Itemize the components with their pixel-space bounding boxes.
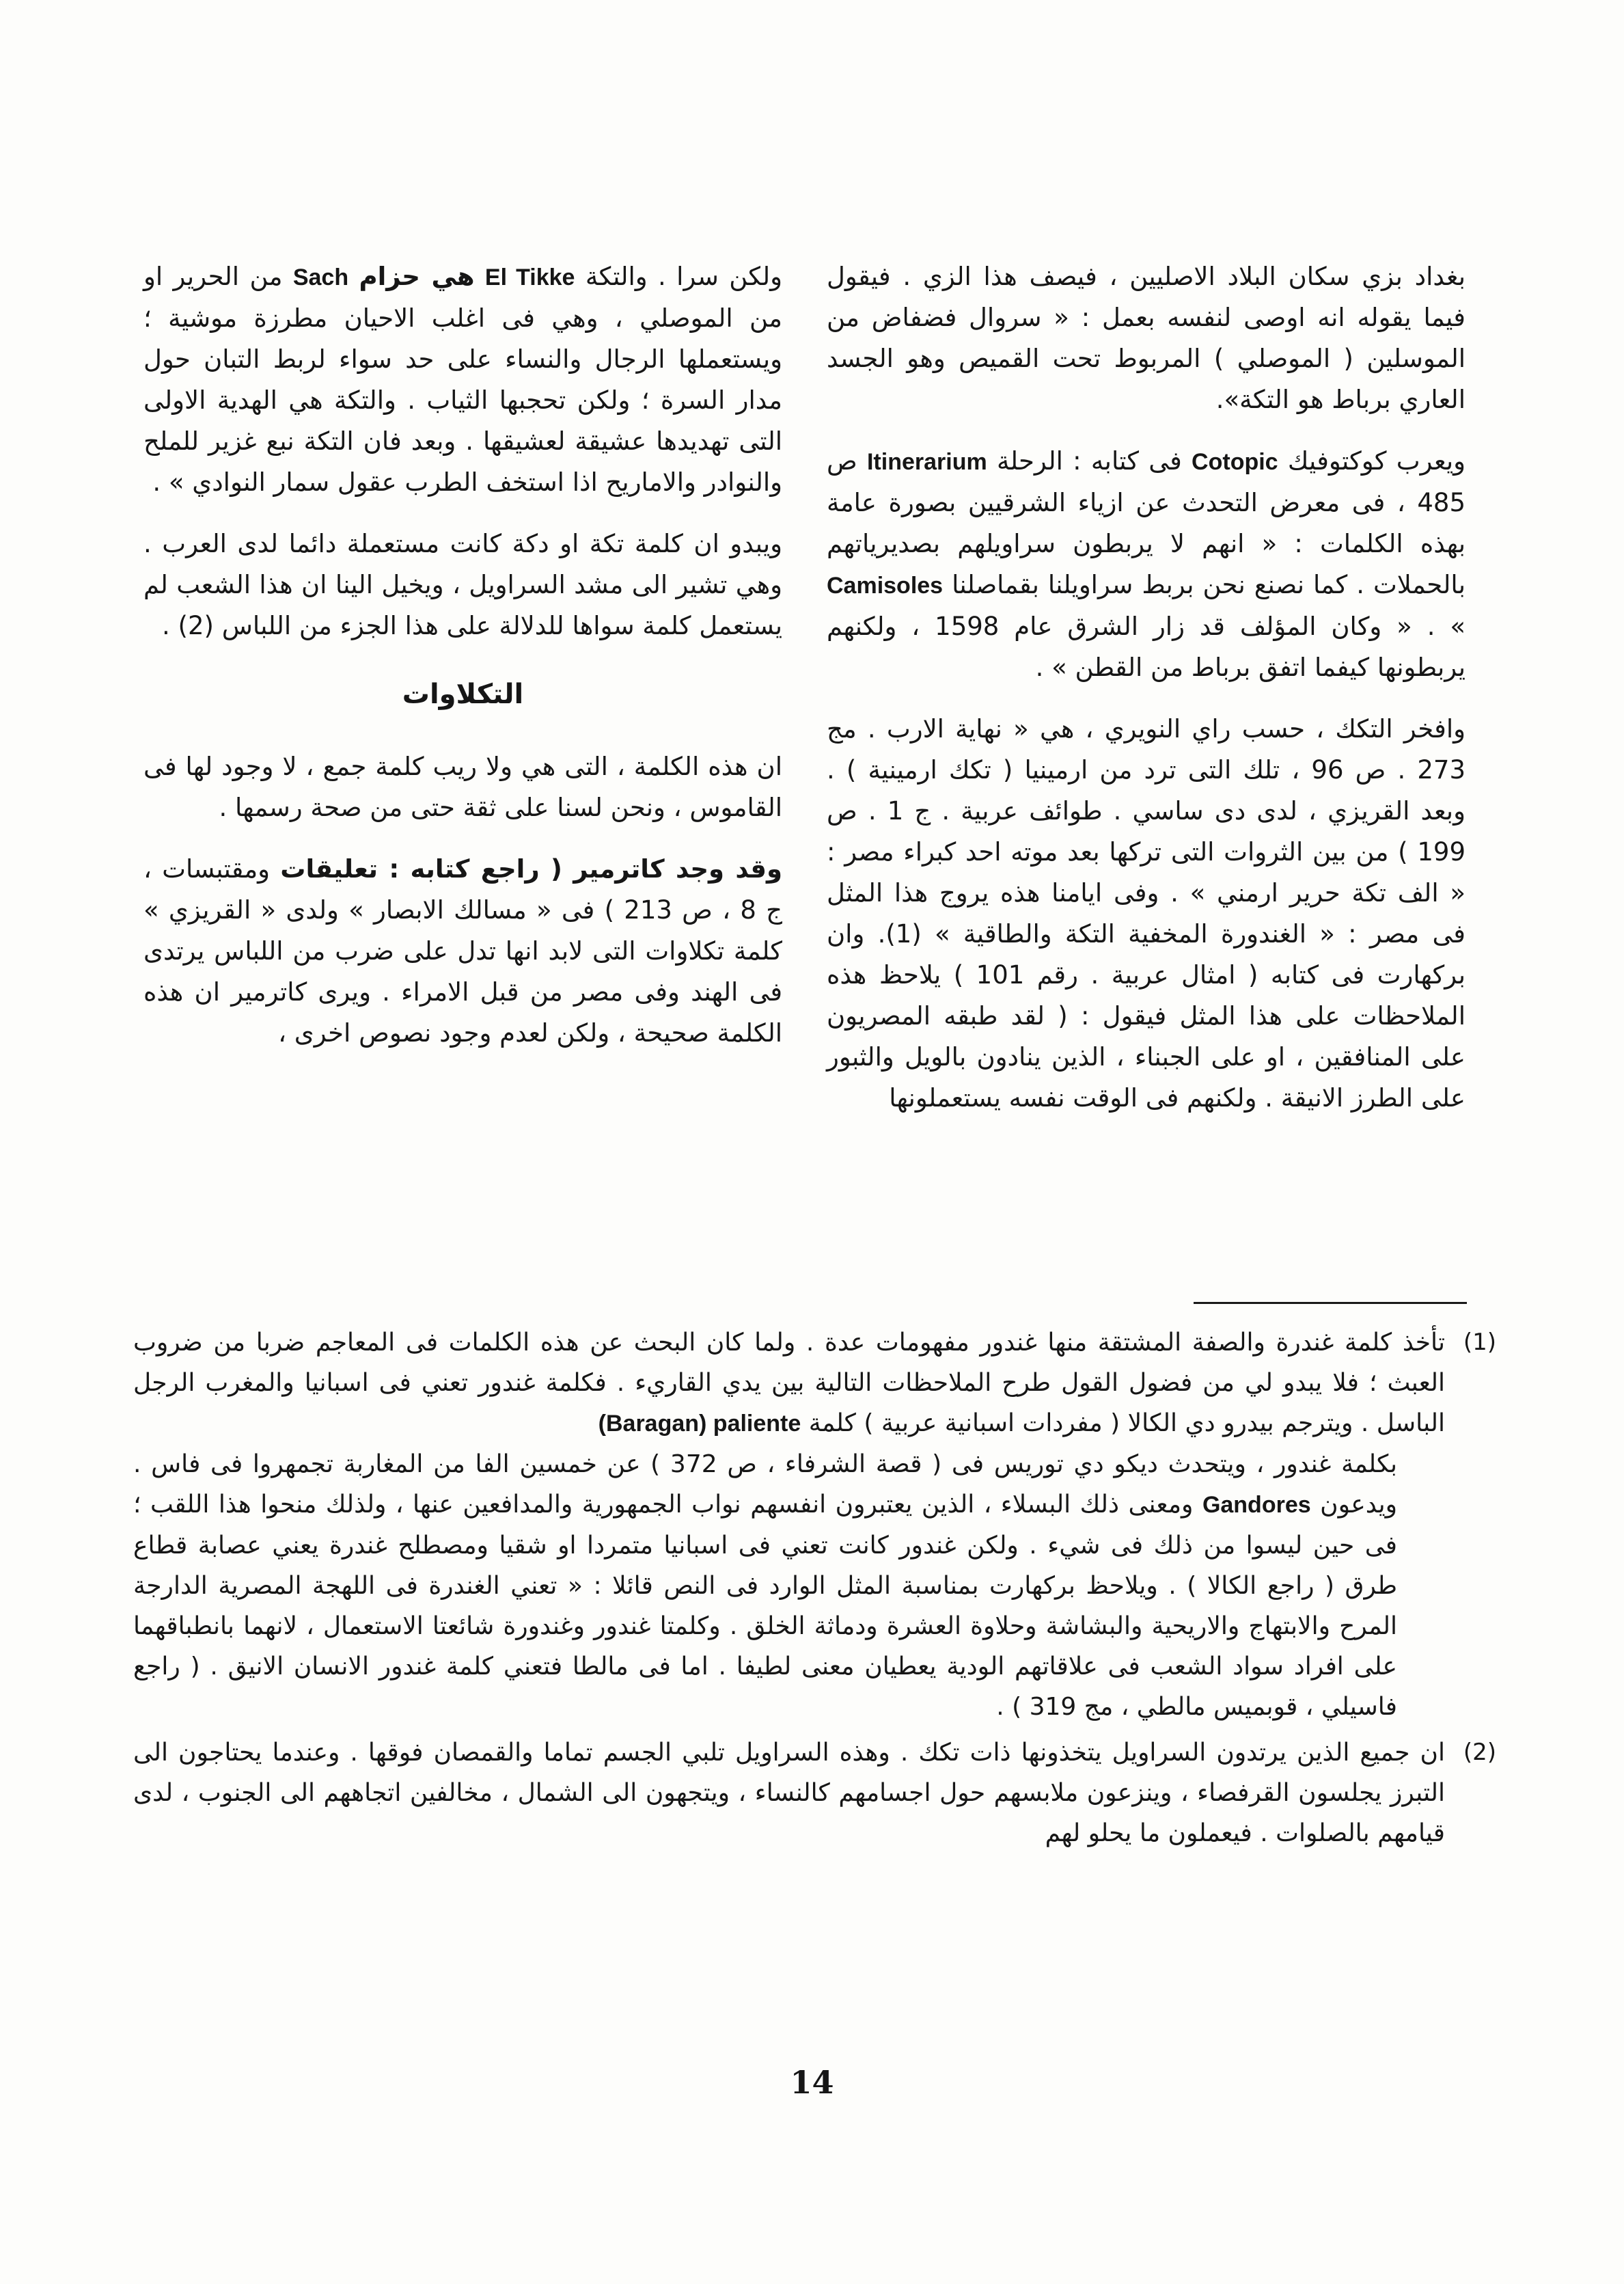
footnote-number: (2) bbox=[1463, 1739, 1496, 1766]
latin-term-camisoles: Camisoles bbox=[827, 573, 944, 599]
right-paragraph-2 bbox=[827, 441, 1465, 688]
right-paragraph-3: وافخر التكك ، حسب راي النويري ، هي « نهاية الارب . مج 273 . ص 96 ، تلك التى ترد من ارمينيا ( تكك ارمينية ) . وبعد القريزي ، لدى دى ساسي . طوائف عربية . ج 1 . ص 199 ) من بين الثروات التى تركها بعد موته احد كبراء مصر : « الف تكة حرير ارمني » . وفى ايامنا هذه يروج هذا المثل فى مصر : « الغندورة المخفية التكة والطاقية » (1). وان بركهارت فى كتابه ( امثال عربية . رقم 101 ) يلاحظ هذه الملاحظات على هذا المثل فيقول : ( لقد طبقه المصريون على المنافقين ، او على الجبناء ، الذين ينادون بالويل والثبور على الطرز الانيقة . ولكنهم فى الوقت نفسه يستعملونها bbox=[827, 714, 1466, 1113]
left-paragraph-3: ان هذه الكلمة ، التى هي ولا ريب كلمة جمع ، لا وجود لها فى القاموس ، ونحن لسنا على ثقة حتى من صحة رسمها . bbox=[143, 752, 782, 822]
footnote-number: (1) bbox=[1463, 1329, 1496, 1356]
footnote-2-text: ان جميع الذين يرتدون السراويل يتخذونها ذات تكك . وهذه السراويل تلبي الجسم تماما والقمصان فوقها . وعندما يحتاجون الى التبرز يجلسون القرفصاء ، وينزعون ملابسهم حول اجسامهم كالنساء ، ويتجهون الى الشمال ، مخالفين اتجاههم الى الجنوب ، لدى قيامهم بالصلوات . فيعملون ما يحلو لهم bbox=[133, 1739, 1445, 1847]
left-paragraph-1 bbox=[143, 256, 782, 503]
left-p1-text-b: هي حزام bbox=[359, 262, 475, 291]
left-p4-text: ومقتبسات ، ج 8 ، ص 213 ) فى « مسالك الابصار » ولدى « القريزي » كلمة تكلاوات التى لابد انها تدل على ضرب من اللباس يرتدى فى الهند وفى مصر من قبل الامراء . ويرى كاترمير ان هذه الكلمة صحيحة ، ولكن لعدم وجود نصوص اخرى ، bbox=[143, 854, 782, 1048]
left-p1-text-a: ولكن سرا . والتكة bbox=[585, 262, 782, 291]
footnote-1-text-c: ومعنى ذلك البسلاء ، الذين يعتبرون انفسهم نواب الجمهورية والمدافعين عنها ، ولذلك منحوا هذا اللقب ؛ فى حين ليسوا من ذلك فى شيء . ولكن غندور كانت تعني فى اسبانيا متمردا او شقيا ومصطلح غندرة يعني عصابة قطاع طرق ( راجع الكالا ) . ويلاحظ بركهارت بمناسبة المثل الوارد فى النص قائلا : « تعني الغندرة فى اللهجة المصرية الدارجة المرح والابتهاج والاريحية والبشاشة وحلاوة العشرة ودماثة الخلق . وكلمتا غندور وغندورة شائعتا الاستعمال ، لانهما بانطباقهما على افراد سواد الشعب فى علاقاتهم الودية يعطيان معنى لطيفا . اما فى مالطا فتعني كلمة غندور الانسان الانيق . ( راجع فاسيلي ، قوبميس مالطي ، مج 319 ) . bbox=[133, 1491, 1397, 1721]
left-column bbox=[143, 256, 782, 1074]
left-p1-text-c: من الحرير او من الموصلي ، وهي فى اغلب الاحيان مطرزة موشية ؛ ويستعملها الرجال والنساء على حد سواء لربط التبان حول مدار السرة ؛ ولكن تحجبها الثياب . والتكة هي الهدية الاولى التى تهديدها عشيقة لعشيقها . وبعد فان التكة نبع غزير للملح والنوادر والاماريح اذا استخف الطرب عقول سمار النوادي » . bbox=[143, 262, 782, 497]
footnote-1-text-a: تأخذ كلمة غندرة والصفة المشتقة منها غندور مفهومات عدة . ولما كان البحث عن هذه الكلمات فى المعاجم ضربا من ضروب العبث ؛ فلا يبدو لي من فضول القول طرح الملاحظات التالية بين يدي القاريء . فكلمة غندور تعني فى اسبانيا والمغرب الرجل الباسل . ويترجم بيدرو دي الكالا ( مفردات اسبانية عربية ) كلمة bbox=[133, 1329, 1445, 1437]
right-column bbox=[827, 256, 1465, 1139]
footnote-1-text-b: بكلمة غندور ، ويتحدث ديكو دي توريس فى ( قصة الشرفاء ، ص 372 ) عن خمسين الفا من المغاربة تجمهروا فى فاس . ويدعون bbox=[133, 1450, 1398, 1519]
footnote-2 bbox=[133, 1732, 1496, 1853]
left-p4-bold: وقد وجد كاترمير ( راجع كتابه : تعليقات bbox=[280, 854, 782, 884]
right-p2-text-c: ص 485 ، فى معرض التحدث عن ازياء الشرقيين بصورة عامة بهذه الكلمات : « انهم لا يربطون سراويلهم بصديرياتهم بالحملات . كما نصنع نحن بربط سراويلنا بقماصلنا bbox=[827, 446, 1466, 599]
section-heading: التكلاوات bbox=[402, 679, 524, 710]
footnote-separator bbox=[1194, 1302, 1467, 1304]
left-paragraph-2: ويبدو ان كلمة تكة او دكة كانت مستعملة دائما لدى العرب . وهي تشير الى مشد السراويل ، ويخيل الينا ان هذا الشعب لم يستعمل كلمة سواها للدلالة على هذا الجزء من اللباس (2) . bbox=[143, 529, 782, 640]
latin-term-sach: Sach bbox=[292, 264, 349, 290]
latin-term-gandores: Gandores bbox=[1202, 1492, 1311, 1518]
footnote-1 bbox=[133, 1322, 1496, 1727]
latin-term-itinerarium: Itinerarium bbox=[866, 449, 987, 475]
body-columns bbox=[143, 256, 1465, 1275]
footnote-1-continuation bbox=[133, 1444, 1445, 1727]
latin-term-cotopic: Cotopic bbox=[1192, 449, 1278, 475]
footnotes bbox=[133, 1322, 1496, 1859]
right-paragraph-1: بغداد بزي سكان البلاد الاصليين ، فيصف هذا الزي . فيقول فيما يقوله انه اوصى لنفسه بعمل : « سروال فضفاض من الموسلين ( الموصلي ) المربوط تحت القميص وهو الجسد العاري برباط هو التكة». bbox=[827, 262, 1465, 414]
page-number: 14 bbox=[790, 2064, 834, 2101]
latin-term-el-tikke: El Tikke bbox=[484, 264, 575, 290]
right-p2-text-b: فى كتابه : الرحلة bbox=[996, 446, 1182, 476]
right-p2-text-d: » . « وكان المؤلف قد زار الشرق عام 1598 ، ولكنهم يربطونها كيفما اتفق برباط من القطن » . bbox=[827, 612, 1466, 682]
right-p2-text-a: ويعرب كوكتوفيك bbox=[1287, 446, 1466, 476]
left-paragraph-4 bbox=[143, 849, 782, 1054]
latin-term-baragan: (Baragan) paliente bbox=[598, 1411, 801, 1437]
